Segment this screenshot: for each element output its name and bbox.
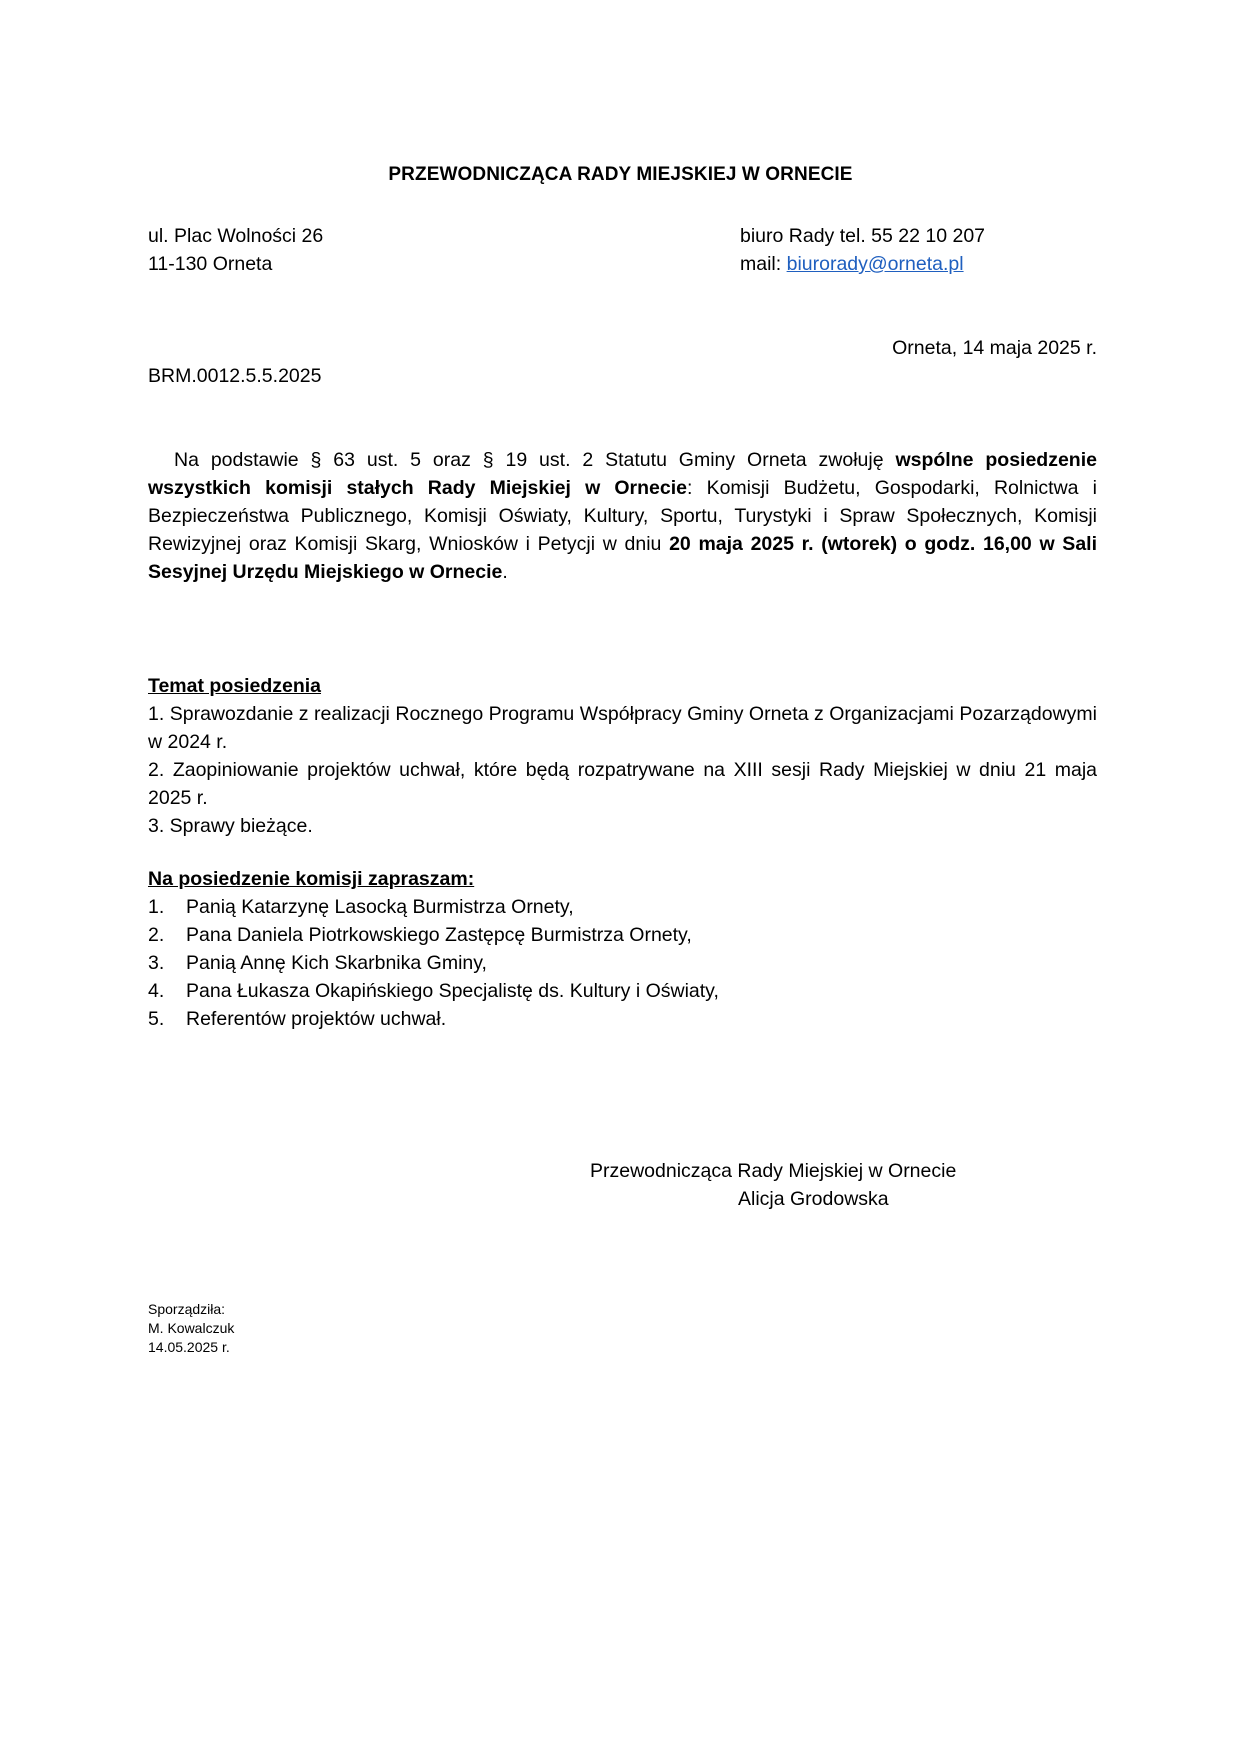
invitee-text: Referentów projektów uchwał. [186,1008,447,1030]
invitee-text: Panią Katarzynę Lasocką Burmistrza Ornety, [186,896,574,918]
main-paragraph-part3: . [502,561,508,583]
invitee-item [148,893,719,921]
invitee-number: 4. [148,980,165,1002]
topics-title: Temat posiedzenia [148,675,322,697]
invitee-number: 3. [148,952,165,974]
reference-number: BRM.0012.5.5.2025 [148,365,322,387]
invitee-number: 5. [148,1008,165,1030]
signature-name: Alicja Grodowska [738,1188,889,1210]
prepared-by-name: M. Kowalczuk [148,1320,235,1336]
address-street: ul. Plac Wolności 26 [148,225,324,247]
prepared-by-footer [148,1300,234,1357]
prepared-date: 14.05.2025 r. [148,1339,230,1355]
topic-item: 2. Zaopiniowanie projektów uchwał, które będą rozpatrywane na XIII sesji Rady Miejskiej w dniu 21 maja 2025 r. [148,759,1097,809]
invitee-number: 1. [148,896,165,918]
contact-mail-line [740,250,985,278]
topics-list [148,700,1097,840]
invitee-item [148,977,719,1005]
main-paragraph-bold1: wspólne posiedzenie wszystkich komisji stałych Rady Miejskiej w Ornecie [148,449,1097,499]
main-paragraph-part1: Na podstawie § 63 ust. 5 oraz § 19 ust. 2 Statutu Gminy Orneta zwołuję [174,449,896,471]
contact-phone: biuro Rady tel. 55 22 10 207 [740,225,986,247]
email-link[interactable]: biurorady@orneta.pl [786,253,964,275]
topic-item: 1. Sprawozdanie z realizacji Rocznego Programu Współpracy Gminy Orneta z Organizacjami Pozarządowymi w 2024 r. [148,703,1097,753]
document-heading: PRZEWODNICZĄCA RADY MIEJSKIEJ W ORNECIE [388,164,853,185]
contact-info [740,222,985,278]
main-paragraph-part2: : Komisji Budżetu, Gospodarki, Rolnictwa i Bezpieczeństwa Publicznego, Komisji Oświaty, Kultury, Sportu, Turystyki i Spraw Społecznych, Komisji Rewizyjnej oraz Komisji Skarg, Wniosków i Petycji w dniu [148,477,1097,555]
sender-address [148,222,323,278]
address-city: 11-130 Orneta [148,253,273,275]
prepared-by-label: Sporządziła: [148,1301,226,1317]
signature-role: Przewodnicząca Rady Miejskiej w Ornecie [590,1160,957,1182]
invitee-item [148,921,719,949]
invitee-text: Panią Annę Kich Skarbnika Gminy, [186,952,487,974]
invitee-item [148,1005,719,1033]
invitee-text: Pana Daniela Piotrkowskiego Zastępcę Burmistrza Ornety, [186,924,692,946]
signature-block [590,1157,956,1213]
document-date: Orneta, 14 maja 2025 r. [892,337,1097,359]
invitees-title: Na posiedzenie komisji zapraszam: [148,868,475,890]
invitees-list [148,893,719,1033]
invitee-number: 2. [148,924,165,946]
invitee-item [148,949,719,977]
main-paragraph [148,446,1097,586]
invitee-text: Pana Łukasza Okapińskiego Specjalistę ds. Kultury i Oświaty, [186,980,719,1002]
mail-label: mail: [740,253,787,275]
topic-item: 3. Sprawy bieżące. [148,815,313,837]
main-paragraph-bold2: 20 maja 2025 r. (wtorek) o godz. 16,00 w Sali Sesyjnej Urzędu Miejskiego w Ornecie [148,533,1097,583]
